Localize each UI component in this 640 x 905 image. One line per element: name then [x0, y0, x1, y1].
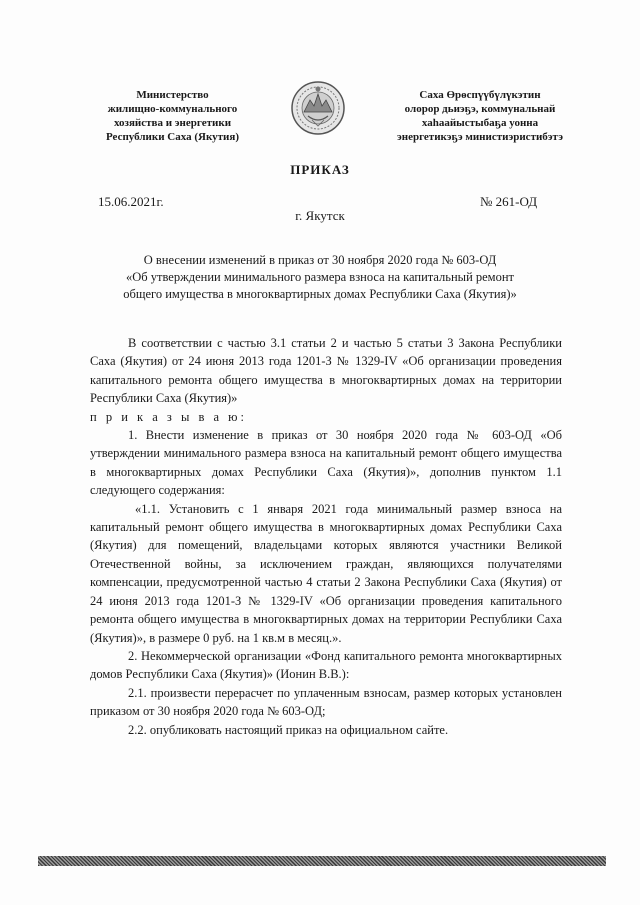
clause-1-1-paragraph: «1.1. Установить с 1 января 2021 года минимальный размер взноса на капитальный ремонт общего имущества в многоквартирных домах Республики Саха (Якутия) для помещений, владельцами которых являются участники Великой Отечественной войны, за исключением граждан, являющихся получателями компенсации, предусмотренной частью 4 статьи 2 Закона Республики Саха (Якутия) от 24 июня 2013 года 1201-З № 1329-IV «Об организации проведения капитального ремонта общего имущества в многоквартирных домах на территории Республики Саха (Якутия)», в размере 0 руб. на 1 кв.м в месяц.». [90, 501, 562, 645]
ministry-name-line: Республики Саха (Якутия) [105, 131, 240, 143]
ministry-name-line: хаһаайыстыбаҕа уонна [421, 117, 539, 129]
clause-1-paragraph: 1. Внести изменение в приказ от 30 ноября 2020 года № 603-ОД «Об утверждении минимального размера взноса на капитальный ремонт общего имущества в многоквартирных домах Республики Саха (Якутия)», дополнив пунктом 1.1 следующего содержания: [90, 428, 562, 498]
clause-2-2-paragraph: 2.2. опубликовать настоящий приказ на официальном сайте. [128, 722, 449, 737]
order-city: г. Якутск [295, 208, 345, 223]
ministry-name-yakut [370, 88, 590, 144]
preamble-paragraph: В соответствии с частью 3.1 статьи 2 и частью 5 статьи 3 Закона Республики Саха (Якутия) от 24 июня 2013 года 1201-З № 1329-IV «Об организации проведения капитального ремонта общего имущества в многоквартирных домах на территории Республики Саха (Якутия)» [90, 336, 562, 406]
order-body [90, 334, 562, 739]
ministry-name-russian [70, 88, 275, 144]
order-date: 15.06.2021г. [98, 194, 164, 209]
order-subject [80, 252, 560, 303]
coat-of-arms-icon [290, 78, 346, 138]
ministry-name-line: Министерство [136, 89, 209, 101]
document-title: ПРИКАЗ [290, 162, 350, 177]
ministry-name-line: олорор дьиэҕэ, коммунальнай [404, 103, 556, 115]
ministry-name-line: Саха Өрөспүүбүлүкэтин [419, 89, 541, 101]
ministry-name-line: жилищно-коммунального [107, 103, 238, 115]
ministry-name-line: энергетикэҕэ министиэристибэтэ [396, 131, 563, 143]
order-directive: п р и к а з ы в а ю: [90, 409, 247, 424]
subject-line: О внесении изменений в приказ от 30 ноября 2020 года № 603-ОД [143, 253, 497, 267]
scan-border-band [38, 856, 606, 866]
ministry-name-line: хозяйства и энергетики [113, 117, 232, 129]
order-number: № 261-ОД [480, 194, 538, 209]
clause-2-1-paragraph: 2.1. произвести перерасчет по уплаченным взносам, размер которых установлен приказом от 30 ноября 2020 года № 603-ОД; [90, 685, 562, 719]
clause-2-paragraph: 2. Некоммерческой организации «Фонд капитального ремонта многоквартирных домов Республики Саха (Якутия)» (Ионин В.В.): [90, 648, 562, 682]
subject-line: «Об утверждении минимального размера взноса на капитальный ремонт [125, 270, 514, 284]
subject-line: общего имущества в многоквартирных домах Республики Саха (Якутия)» [123, 287, 517, 301]
